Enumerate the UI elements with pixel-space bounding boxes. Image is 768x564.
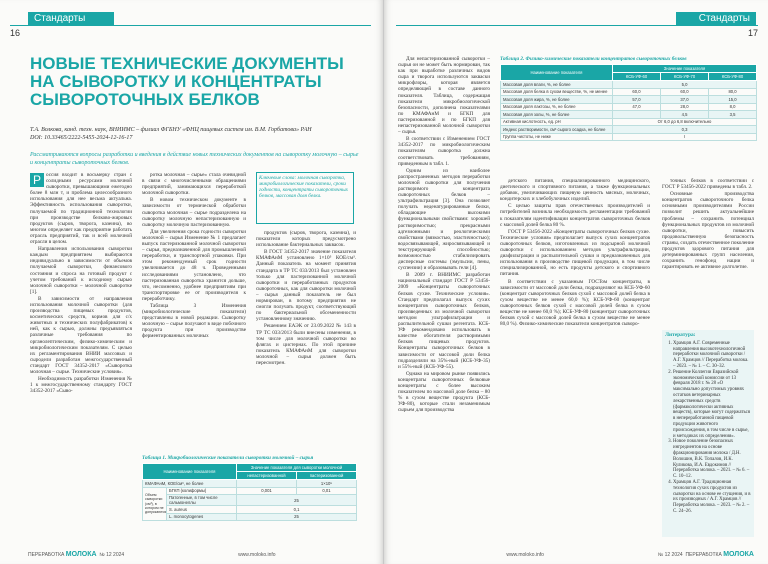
table-2-caption: Таблица 2. Физико-химические показатели концентратов сывороточных белков [500, 56, 687, 62]
table-cell: От 6,0 до 6,8 включительно [613, 118, 757, 126]
table-row [501, 118, 757, 126]
header-rule [396, 25, 758, 26]
header-rule [10, 25, 371, 26]
table-cell: 0,001 [237, 487, 297, 495]
table-header: КСБ-УФ-70 [661, 73, 709, 81]
column-3 [256, 230, 356, 449]
table-1 [142, 463, 357, 521]
table-cell: S. aureus [167, 506, 237, 514]
table-cell: L. monocytogenes [167, 513, 237, 521]
authors [30, 126, 360, 142]
paragraph: Для увеличения срока годности сыворотки молочной – сырья Изменение № 1 предлагает выпуск пастеризованной молочной сыворотки – сырья, предназначенной для промышленной переработки, и транспортной упаковки. При этом рекомендуемый срок годности увеличивается до 48 ч. Проведенными исследованиями установлено, что пастеризованная сыворотка хранится дольше, что, несомненно, удобнее предприятиям при транспортировке ее от производителя к переработчику. [142, 228, 246, 302]
table-cell: Массовая доля золы, %, не более [501, 111, 613, 119]
paragraph: Для непастеризованной сыворотки – сырья он не может быть нормирован, так как при выработке различных видов сыра и творога используются закваски микрофлоры, которая является определяющей в составе данного показателя. Таблица, содержащая показатели микробиологической безопасности, дополнена показателями по КМАФАнМ и БГКП для пастеризованной и по БГКП для непастеризованной молочной сыворотки – сырья. [398, 56, 490, 136]
table-cell: 0,3 [613, 126, 757, 134]
paragraph: Однако на мировом рынке появились концентраты сывороточных белковые концентраты с более высоким показателем по массовой доле белка – 80 % в сухом веществе продукта (КСБ-УФ-80), которые стали незаменимым сырьем для производства [398, 370, 490, 414]
journal-name: ПЕРЕРАБОТКА [28, 552, 65, 558]
table-cell: 60,0 [661, 88, 709, 96]
table-row [501, 126, 757, 134]
table-cell: 1×10⁵ [297, 480, 357, 488]
paragraph: продуктов (сыров, творога, казеина), и показатели которых предусмотрено использование бактериальных заквасок. [256, 230, 356, 249]
table-cell: 60,0 [613, 88, 661, 96]
table-row [143, 513, 357, 521]
issue: № 12 2024 [99, 552, 125, 558]
keywords-box: Ключевые слова: молочная сыворотка, микробиологические показатели, сроки годности, концентраты сывороточных белков, массовая доля белка. [256, 172, 354, 224]
paragraph: Необходимость разработки Изменения № 1 к межгосударственному стандарту ГОСТ 34352-2017 «Сыво- [30, 376, 132, 395]
table-header: КСБ-УФ-80 [709, 73, 757, 81]
paragraph: Решением ЕАЭК от 23.09.2022 № 143 в ТР ТС 033/2013 были внесены изменения, в том числе для молочной сыворотки во флягах и цистернах. По этой причине показатель КМАФАнМ для сыворотки молочной – сырья должен быть пересмотрен. [256, 323, 356, 366]
paragraph: ГОСТ Р 53456-2022 «Концентраты сывороточных белков сухие. Технические условия» предполагает выпуск сухих концентратов сывороточных белков, изготовленных из подсырной молочной сыворотки с использованием методов ультрафильтрации, диафильтрации и распылительной сушки и предназначенных для использования в производстве пищевой продукции, в том числе специализированной, но есть продукты детского и спортивного питания. [500, 228, 650, 278]
paragraph: Направления использования сыворотки каждым предприятием выбираются индивидуально в зависимости от объемов получаемой сыворотки, финансового состояния и спроса на готовый продукт с учетом требований к исходному сырью молочной сыворотки – молочной сыворотке [1]. [30, 246, 132, 295]
table-cell [237, 480, 297, 488]
paragraph: В зависимости от направления использования молочной сыворотки (для производства пищевых продуктов, косметических средств, кормов для с/х животных и технических полуфабрикатов) к ней, как к сырью, должны предъявляться различные требования по органолептическим, физико-химическим и микробиологическим показателям. С целью их регламентирования ВНИИ массовых и сыродели разработан межгосударственный стандарт ГОСТ 34352-2017 «Сыворотка молочная – сырье. Технические условия». [30, 295, 132, 375]
references-title: Литература: [665, 332, 696, 338]
table-cell: БГКП (колиформы) [167, 487, 237, 495]
references-list [665, 341, 751, 515]
table-cell: 37,0 [661, 96, 709, 104]
table-row [501, 88, 757, 96]
table-row [501, 81, 757, 89]
table-1-caption: Таблица 1. Микробиологические показатели сыворотки молочной – сырья [142, 455, 314, 461]
column-2 [500, 178, 650, 538]
table-header: Значение показателя для сыворотки молочной [237, 464, 357, 472]
table-cell: I [613, 133, 757, 141]
site-link[interactable]: www.moloko.info [506, 552, 544, 558]
reference-item: 1. Храмцов А.Г. Современные направления высокотехнологичной переработки молочной сыворотки / А.Г. Храмцов // Переработка молока. – 2023. – № 1. – С. 30–32. [673, 341, 751, 370]
paragraph: детского питания, специализированного медицинского, диетического и спортивного питания, а также функциональных добавок, увеличивающих пищевую ценность мясных, молочных, кондитерских и хлебобулочных изделий. [500, 178, 650, 203]
page-number: 17 [747, 28, 758, 38]
column-1 [398, 56, 490, 538]
table-cell: Объем сыворотки (см³), в котором не допускаются [143, 487, 167, 521]
table-header: Наименование показателя [143, 464, 237, 480]
journal-name: ПЕРЕРАБОТКА [685, 552, 722, 558]
doi: DOI: 10.33465/2222-5455-2024-12-16-17 [30, 135, 133, 141]
table-cell: 8,0 [709, 103, 757, 111]
dropcap: Р [30, 173, 44, 187]
footer [506, 551, 754, 558]
issue: № 12 2024 [657, 552, 683, 558]
table-cell: 5,0 [613, 81, 757, 89]
journal-brand: МОЛОКА [723, 551, 754, 558]
paragraph: оссия входит в восьмерку стран с солидными ресурсами молочной сыворотки, превышающими ежегодно более 8 млн т, и проблема целесообразного использования для нее весьма актуальна. Эффективность использования сыворотки, получаемой по традиционной технологии при производстве белково-жировых продуктов (сыров, творога, казеина), во многом определяет как предприятие работать отрасль предприятий, так и всей молочной отрасли в целом. [30, 172, 132, 246]
table-cell: Патогенные, в том числе сальмонеллы [167, 495, 237, 506]
table-cell: 25 [237, 495, 357, 506]
table-cell: Группа чистоты, не ниже [501, 133, 613, 141]
table-cell: 0,01 [297, 487, 357, 495]
page-number: 16 [10, 28, 21, 38]
paragraph: В новом техническом документе в зависимости от термической обработки сыворотка молочная – сырье подразделена на сыворотку молочную непастеризованную и сыворотку молочную пастеризованную. [142, 197, 246, 228]
right-page [384, 0, 768, 564]
footer [28, 551, 276, 558]
table-cell: Активная кислотность, ед. pH [501, 118, 613, 126]
table-cell: 3,5 [709, 111, 757, 119]
table-header: пастеризованной [297, 472, 357, 480]
table-cell: 25 [237, 513, 357, 521]
table-cell: 28,0 [661, 103, 709, 111]
table-header: непастеризованной [237, 472, 297, 480]
table-cell: 15,0 [709, 96, 757, 104]
table-cell: Массовая доля влаги, %, не более [501, 81, 613, 89]
table-header: Значение показателя [613, 65, 757, 73]
table-row [143, 480, 357, 488]
table-cell: 57,0 [613, 96, 661, 104]
table-cell: Индекс растворимости, см³ сырого осадка, не более [501, 126, 613, 134]
table-row [501, 111, 757, 119]
reference-item: 2. Решение Коллегии Евразийской экономической комиссии от 13 февраля 2018 г. № 28 «О максимально допустимых уровнях остатков ветеринарных лекарственных средств (фармакологически активных веществ), которые могут содержаться в непереработанной пищевой продукции животного происхождения, в том числе в сырье, и методиках их определения». [673, 370, 751, 440]
paragraph: В 2009 г. ВНИИМС разработан национальный стандарт ГОСТ Р 53456-2009 «Концентраты сывороточных белков сухие. Технические условия». Стандарт предполагал выпуск сухих концентратов сывороточных белков, произведенных из молочной сыворотки методом ультрафильтрации и распылительной сушки регентата. КСБ-УФ рекомендовано использовать в качестве обогатителя растворимыми белков пищевых продуктов. Концентраты сывороточных белков в зависимости от массовой доли белка подразделяли на 35%-ный (КСБ-УФ-35) и 55%-ный (КСБ-УФ-55). [398, 272, 490, 370]
table-row [501, 133, 757, 141]
table-row [143, 506, 357, 514]
table-header: КСБ-УФ-60 [613, 73, 661, 81]
reference-item: 4. Храмцов А.Г. Традиционная технология сухих продуктов из сыворотки на основе ее сгущения, и в их производных / А.Г. Храмцов // Переработка молока. – 2023. – № 2. – С. 24–26. [673, 480, 751, 515]
paragraph: точных белков в соответствии с ГОСТ Р 53456-2022 приведены в табл. 2. [662, 178, 754, 191]
paragraph: В соответствии с Изменением ГОСТ 34352-2017 по микробиологическим показателям сыворотка должна соответствовать требованиям, приведенным в табл. 1. [398, 136, 490, 167]
table-row [143, 487, 357, 495]
section-tab: Стандарты [676, 12, 756, 26]
references-box [662, 330, 754, 537]
journal-brand: МОЛОКА [65, 551, 97, 558]
column-3 [662, 178, 754, 326]
column-2 [142, 172, 246, 449]
section-tab: Стандарты [28, 12, 114, 26]
table-cell [613, 111, 661, 119]
table-cell: 0,1 [237, 506, 357, 514]
paragraph: С целью защиты прав отечественных производителей и потребителей возникла необходимость регламентации требований к показателям идентификации концентратов сывороточных белков с массовой долей белка 80 %. [500, 203, 650, 228]
table-cell: 80,0 [709, 88, 757, 96]
site-link[interactable]: www.moloko.info [238, 552, 276, 558]
table-row [501, 103, 757, 111]
paragraph: Основные производства концентратов сывороточного белка основными производителями России позволит решить актуальнейшие проблемы – сохранить потенциал функциональных продуктов из молочной сыворотки, повысить продовольственную безопасность страны, создать отечественное поколение продуктов здорового питания для детерминированных групп населения, сохранить генофонд нации и гарантировать ее активное долголетие. [662, 191, 754, 271]
paragraph: В ГОСТ 34352-2017 значение показателя КМАФАнМ установлено 1×10⁵ КОЕ/см³. Данный показатель на момент принятия стандарта в ТР ТС 033/2013 был установлен только для пастеризованной молочной сыворотки и переработанных продуктов сывороточных, как для сыворотки молочной – сырья данный показатель не был нормирован, в потому предприятия не смогли получать продукт, соответствующий по бактериальной обсемененности установленному значению. [256, 249, 356, 323]
table-cell: 4,5 [661, 111, 709, 119]
column-1 [30, 172, 132, 542]
paragraph: ротка молочная – сырье» стала очевидной в связи с многочисленными обращениями предприятий, занимающихся переработкой молочной сыворотки. [142, 172, 246, 197]
table-cell: Массовая доля жира, %, не более [501, 96, 613, 104]
paragraph: В соответствии с указанным ГОСТом концентраты, в зависимости от массовой доли белка, подразделяют на КСБ-УФ-60 (концентрат сывороточных белков сухой с массовой долей белка в сухом веществе не менее 60,0 %); КСБ-УФ-60 (концентрат сывороточных белков сухой с массовой долей белка в сухом веществе не менее 60,0 %); КСБ-УФ-80 (концентрат сывороточных белков сухой с массовой долей белка в сухом веществе не менее 80,0 %). Физико-химические показатели концентратов сыворо- [500, 278, 650, 328]
paragraph: Одним из наиболее распространенных методов переработки молочной сыворотки для получения растворимого концентрата сывороточных белков – ультрафильтрация [3]. Она позволяет получать неденатурированные белки, обладающие высокими функциональными свойствами: хорошей растворимостью; прекрасными адгезионными и реологическими свойствами (вязкостью, эластичностью); водосвязывающей, жиросвязывающей и текстурирующей способностью; возможностью стабилизировать дисперсные системы (эмульсии, пены, суспензии) и образовывать гели [4]. [398, 167, 490, 272]
author-line: Т.А. Волкова, канд. техн. наук, ВНИИМС – филиал ФГБНУ «ФНЦ пищевых систем им. В.М. Горбатова» РАН [30, 127, 312, 133]
table-2 [500, 64, 757, 141]
article-title: НОВЫЕ ТЕХНИЧЕСКИЕ ДОКУМЕНТЫ НА СЫВОРОТКУ И КОНЦЕНТРАТЫ СЫВОРОТОЧНЫХ БЕЛКОВ [30, 54, 344, 109]
table-cell: Массовая доля белка в сухом веществе, %, не менее [501, 88, 613, 96]
abstract: Рассматриваются вопросы разработки и введения в действие новых технических документов на сыворотку молочную – сырье и концентраты сывороточных белков. [30, 152, 359, 166]
table-row [501, 96, 757, 104]
table-cell: 47,0 [613, 103, 661, 111]
table-cell: Массовая доля лактозы, %, не более [501, 103, 613, 111]
table-row [143, 495, 357, 506]
paragraph: Таблица 3 Изменения (микробиологические показатели) представлены в новой редакции. Сыворотку молочную – сырье получают в виде побочного продукта при производстве ферментированных молочных [142, 302, 246, 340]
table-cell: КМАФАнМ, КОЕ/см³, не более [143, 480, 237, 488]
reference-item: 3. Новое поколение безопасных ингредиентов на основе фракционирования молока / Д.Н. Волошин, В.К. Топалов, И.К. Куликова, И.А. Евдокимов // Переработка молока. – 2021. – № 6. – С. 10–12. [673, 439, 751, 480]
table-header: Наименование показателя [501, 65, 613, 81]
